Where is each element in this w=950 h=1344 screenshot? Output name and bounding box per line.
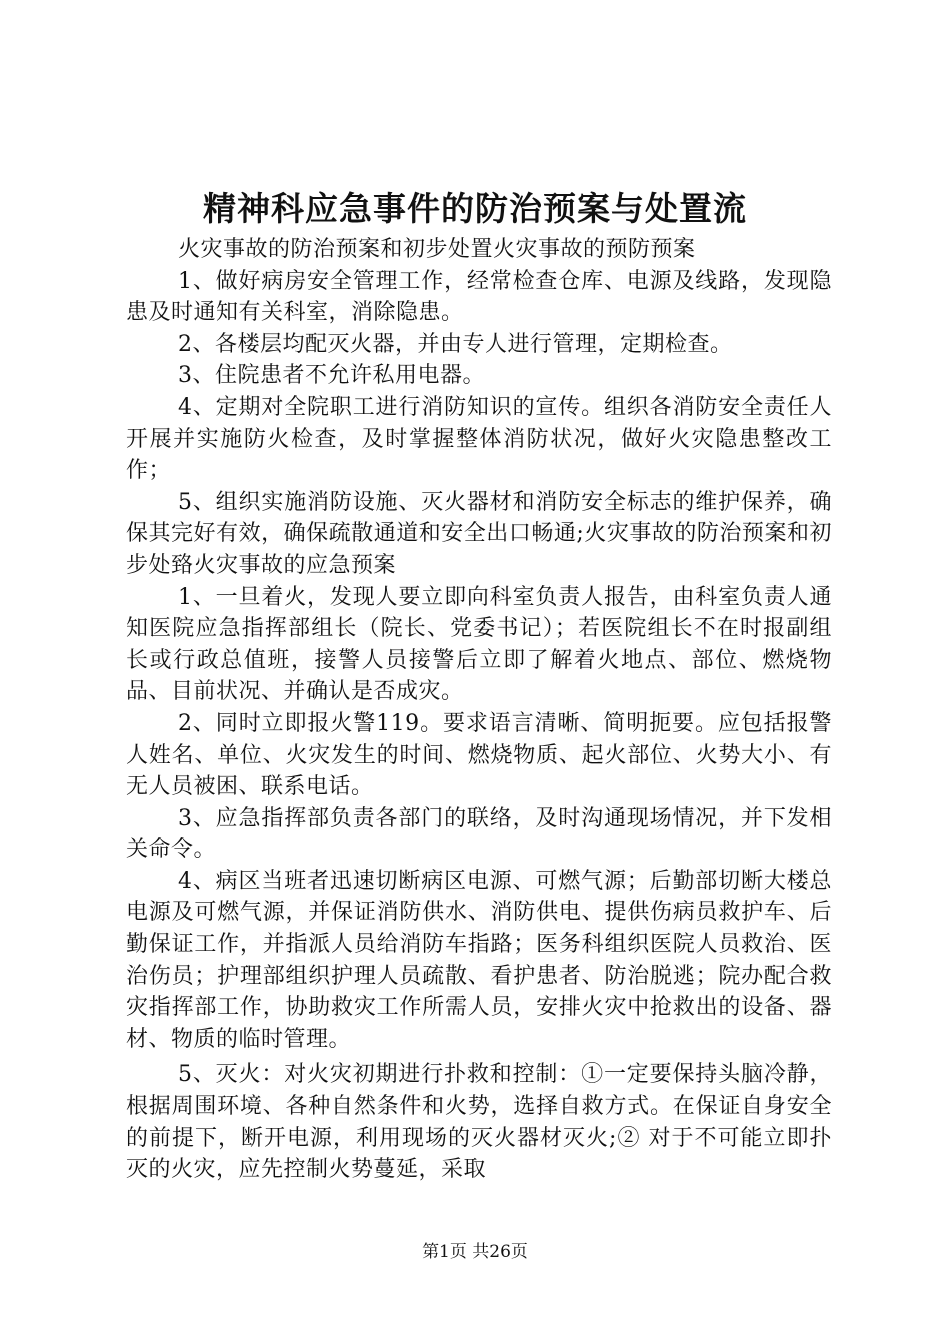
paragraph-subtitle: 火灾事故的防治预案和初步处置火灾事故的预防预案 <box>178 237 696 262</box>
paragraph-emergency-2: 2、同时立即报火警119。要求语言清晰、简明扼要。应包括报警人姓名、单位、火灾发生的时间、燃烧物质、起火部位、火势大小、有无人员被困、联系电话。 <box>126 710 832 800</box>
paragraph-prevention-2: 2、各楼层均配灭火器，并由专人进行管理，定期检查。 <box>178 331 733 357</box>
paragraph-prevention-4: 4、定期对全院职工进行消防知识的宣传。组织各消防安全责任人开展并实施防火检查，及时掌握整体消防状况，做好火灾隐患整改工作； <box>126 394 832 484</box>
paragraph-prevention-1: 1、做好病房安全管理工作，经常检查仓库、电源及线路，发现隐患及时通知有关科室，消除隐患。 <box>126 268 832 326</box>
document-body <box>126 234 832 1186</box>
document-title: 精神科应急事件的防治预案与处置流 <box>203 189 747 228</box>
paragraph-emergency-1: 1、一旦着火，发现人要立即向科室负责人报告，由科室负责人通知医院应急指挥部组长（院长、党委书记）；若医院组长不在时报副组长或行政总值班，接警人员接警后立即了解着火地点、部位、燃烧物品、目前状况、并确认是否成灾。 <box>126 584 832 705</box>
paragraph-emergency-3: 3、应急指挥部负责各部门的联络，及时沟通现场情况，并下发相关命令。 <box>126 805 832 863</box>
paragraph-emergency-5: 5、灭火：对火灾初期进行扑救和控制：①一定要保持头脑冷静，根据周围环境、各种自然条件和火势，选择自救方式。在保证自身安全的前提下，断开电源，利用现场的灭火器材灭火;② 对于不可能立即扑灭的火灾，应先控制火势蔓延，采取 <box>126 1062 832 1183</box>
paragraph-prevention-5: 5、组织实施消防设施、灭火器材和消防安全标志的维护保养，确保其完好有效，确保疏散通道和安全出口畅通;火灾事故的防治预案和初步处臵火灾事故的应急预案 <box>126 489 832 578</box>
paragraph-emergency-4: 4、病区当班者迅速切断病区电源、可燃气源；后勤部切断大楼总电源及可燃气源，并保证消防供水、消防供电、提供伤病员救护车、后勤保证工作，并指派人员给消防车指路；医务科组织医院人员救治、医治伤员；护理部组织护理人员疏散、看护患者、防治脱逃；院办配合救灾指挥部工作，协助救灾工作所需人员，安排火灾中抢救出的设备、器材、物质的临时管理。 <box>126 868 832 1052</box>
page-number: 第1页 共26页 <box>422 1242 528 1262</box>
paragraph-prevention-3: 3、住院患者不允许私用电器。 <box>178 363 485 389</box>
